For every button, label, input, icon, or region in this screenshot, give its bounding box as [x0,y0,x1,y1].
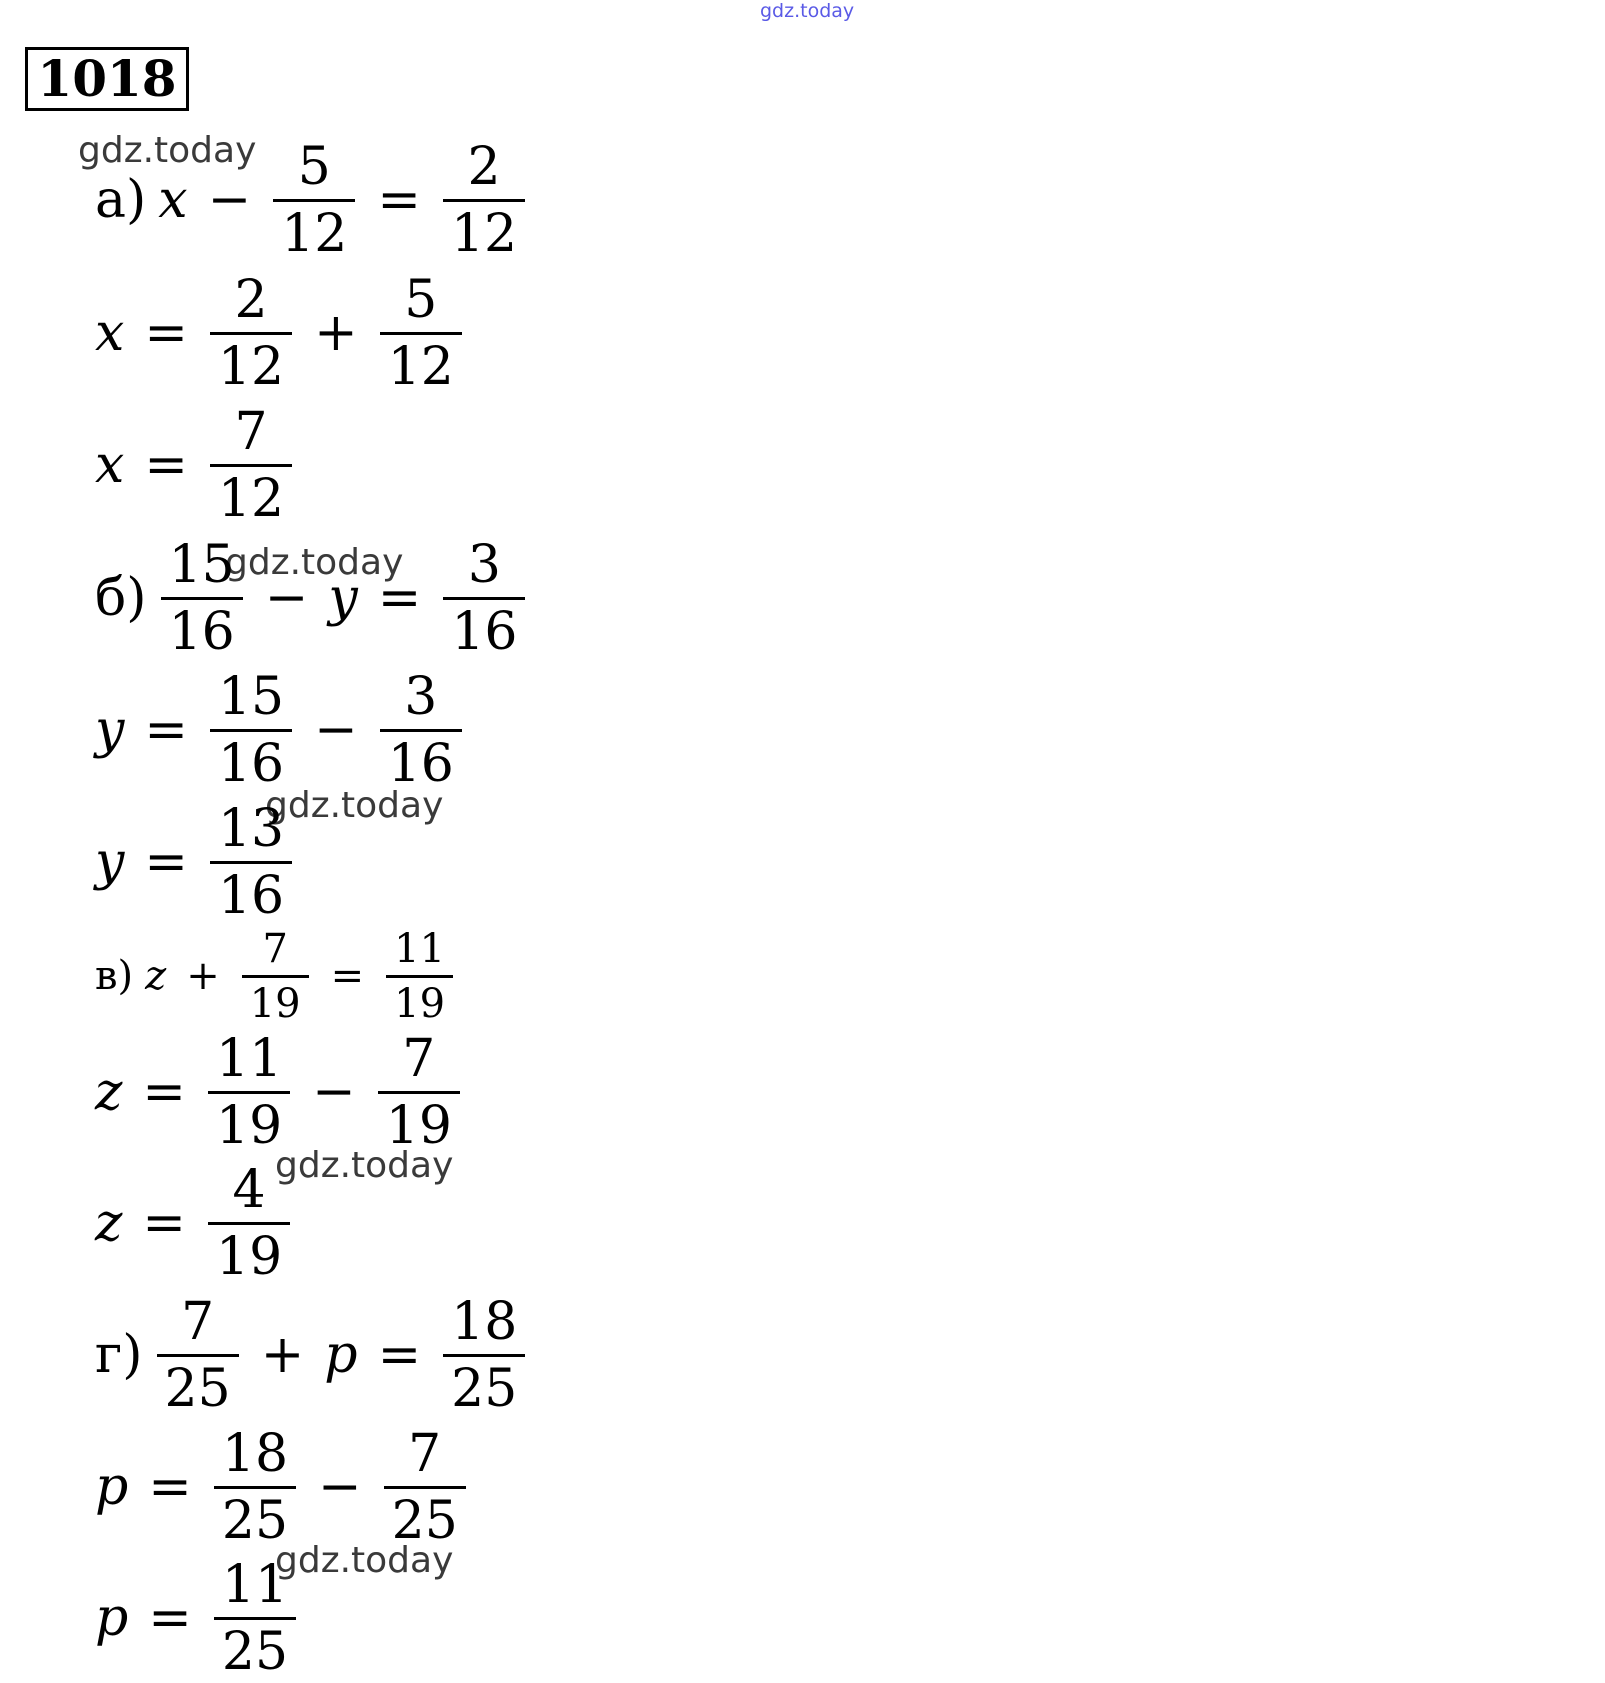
operator: + [314,303,358,363]
numerator: 7 [234,401,268,462]
numerator: 18 [451,1291,518,1352]
fraction [443,534,525,662]
equals-sign: = [377,568,422,628]
denominator: 19 [386,975,453,1024]
numerator: 7 [408,1423,442,1484]
numerator: 11 [394,925,446,972]
equals-sign: = [144,435,188,495]
denominator: 25 [157,1354,239,1415]
equals-sign: = [330,953,365,999]
equation-v-1 [95,911,455,1041]
fraction [380,666,462,794]
watermark: gdz.today [78,130,257,171]
denominator: 16 [161,597,243,658]
fraction [384,1423,466,1551]
operator: + [260,1325,305,1385]
numerator: 15 [217,666,285,727]
variable: z [95,1193,123,1253]
variable: x [95,435,125,495]
denominator: 12 [210,464,292,525]
denominator: 16 [443,597,525,658]
denominator: 25 [384,1486,466,1547]
part-label-b: б) [95,568,147,628]
denominator: 16 [210,861,292,922]
numerator: 2 [467,136,501,197]
numerator: 7 [402,1028,436,1089]
equals-sign: = [144,832,188,892]
fraction [210,269,292,397]
fraction [157,1291,239,1419]
variable: x [158,170,188,230]
numerator: 11 [215,1028,283,1089]
fraction [380,269,462,397]
fraction [242,925,309,1027]
equals-sign: = [144,303,188,363]
numerator: 2 [234,269,268,330]
denominator: 19 [378,1091,460,1152]
variable: y [328,568,358,628]
part-label-v: в) [95,953,134,999]
equals-sign: = [148,1457,192,1517]
operator: − [207,170,252,230]
numerator: 3 [404,666,438,727]
numerator: 13 [217,798,285,859]
equals-sign: = [377,1325,422,1385]
part-label-g: г) [95,1325,143,1385]
fraction [443,1291,525,1419]
denominator: 16 [210,729,292,790]
fraction [208,1159,290,1287]
variable: y [95,700,125,760]
operator: − [264,568,309,628]
denominator: 25 [214,1486,296,1547]
watermark: gdz.today [265,785,444,826]
fraction [161,534,243,662]
fraction [378,1028,460,1156]
denominator: 25 [214,1617,296,1678]
equals-sign: = [142,1062,186,1122]
denominator: 12 [273,199,355,260]
numerator: 5 [297,136,331,197]
task-number: 1018 [37,49,177,108]
denominator: 19 [208,1222,290,1283]
equals-sign: = [144,700,188,760]
equals-sign: = [142,1193,186,1253]
equals-sign: = [377,170,421,230]
numerator: 3 [467,534,501,595]
operator: − [314,700,358,760]
equation-v-3 [95,1158,292,1288]
equation-a-3 [95,400,294,530]
equation-g-3 [95,1553,298,1683]
variable: y [95,832,125,892]
part-label-a: а) [95,170,147,230]
variable: p [324,1325,358,1385]
fraction [214,1423,296,1551]
numerator: 7 [262,925,288,972]
variable: z [145,953,167,999]
denominator: 16 [380,729,462,790]
variable: x [95,303,125,363]
operator: − [312,1062,356,1122]
operator: − [318,1457,362,1517]
numerator: 15 [168,534,235,595]
equation-a-2 [95,268,464,398]
numerator: 7 [181,1291,215,1352]
equation-g-2 [95,1422,468,1552]
numerator: 5 [404,269,438,330]
equation-a-1 [95,135,527,265]
denominator: 25 [443,1354,525,1415]
variable: z [95,1062,123,1122]
watermark: gdz.today [275,1145,454,1186]
numerator: 18 [221,1423,289,1484]
variable: p [95,1588,129,1648]
task-number-box [25,47,189,111]
equals-sign: = [148,1588,192,1648]
fraction [443,136,525,264]
top-watermark: gdz.today [760,0,855,22]
equation-b-1 [95,533,527,663]
equation-v-2 [95,1027,462,1157]
denominator: 19 [242,975,309,1024]
denominator: 12 [380,332,462,393]
fraction [386,925,453,1027]
fraction [208,1028,290,1156]
numerator: 4 [232,1159,266,1220]
fraction [273,136,355,264]
numerator: 11 [221,1554,289,1615]
equation-b-2 [95,665,464,795]
fraction [210,666,292,794]
fraction [210,798,292,926]
operator: + [186,953,220,999]
fraction [210,401,292,529]
denominator: 12 [443,199,525,260]
denominator: 19 [208,1091,290,1152]
watermark: gdz.today [225,542,404,583]
denominator: 12 [210,332,292,393]
equation-b-3 [95,797,294,927]
watermark: gdz.today [275,1540,454,1581]
fraction [214,1554,296,1682]
variable: p [95,1457,129,1517]
equation-g-1 [95,1290,527,1420]
